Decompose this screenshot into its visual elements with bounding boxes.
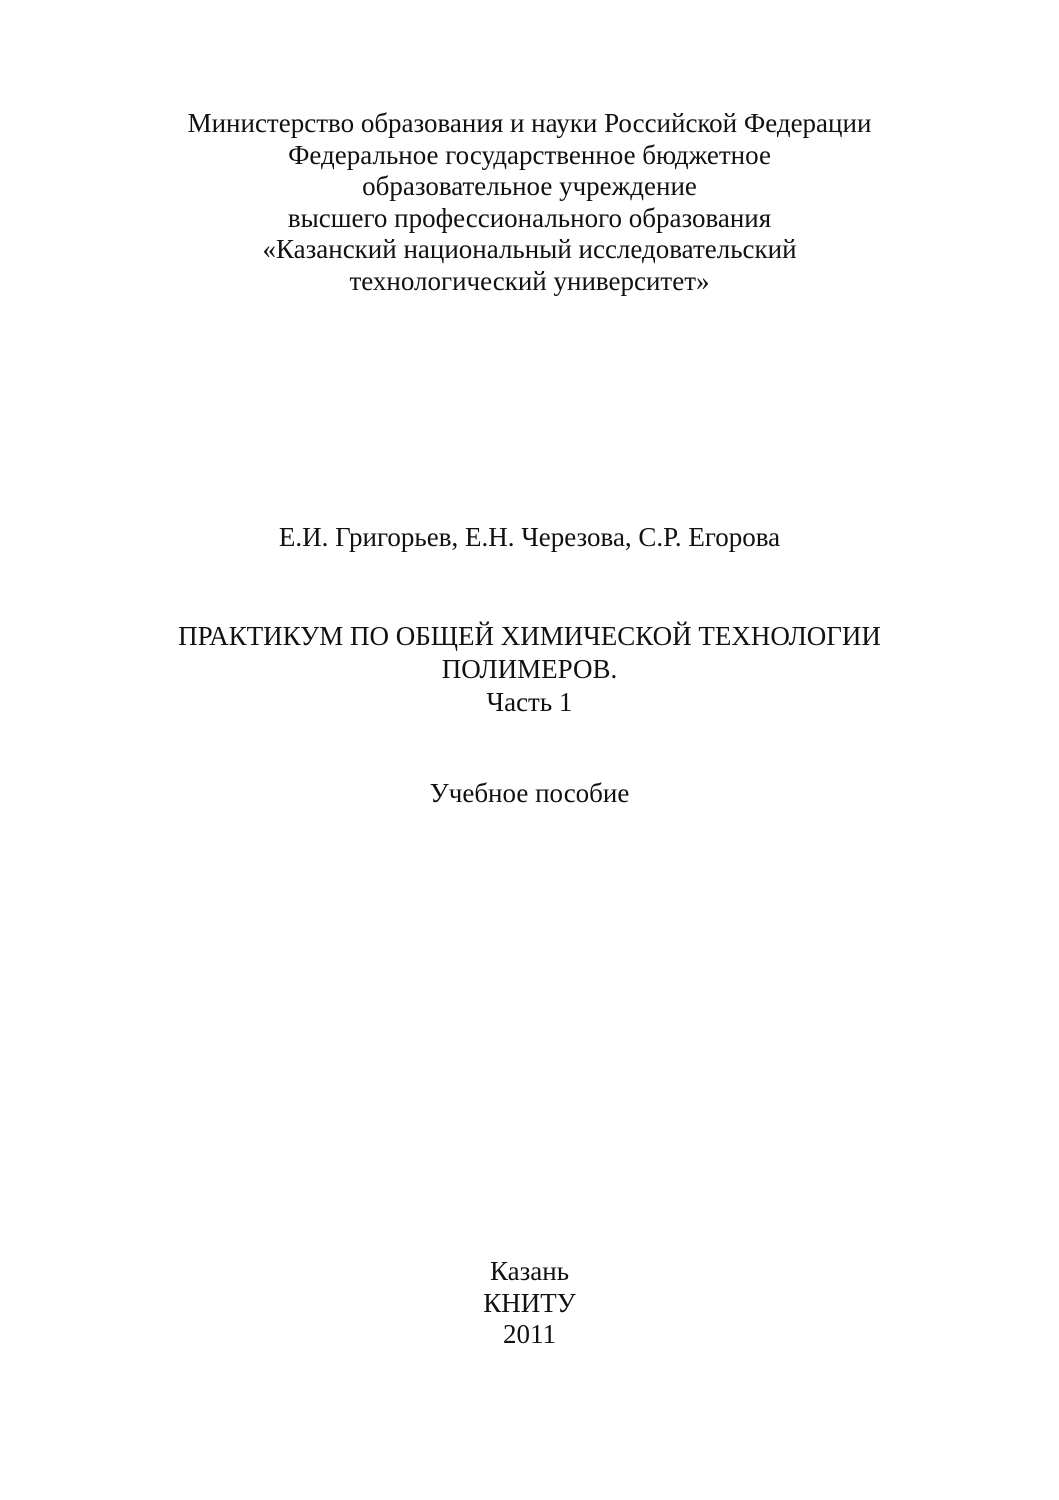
- institution-header: [0, 108, 1059, 297]
- university-name-line: «Казанский национальный исследовательский: [262, 234, 797, 264]
- imprint-publisher: КНИТУ: [483, 1287, 576, 1318]
- university-name-line-2: технологический университет»: [349, 265, 710, 296]
- document-type: [0, 778, 1059, 810]
- imprint-city: Казань: [489, 1256, 570, 1286]
- institution-type-line-2: образовательное учреждение: [362, 171, 697, 201]
- book-title-line-1: ПРАКТИКУМ ПО ОБЩЕЙ ХИМИЧЕСКОЙ ТЕХНОЛОГИИ: [178, 621, 881, 651]
- document-type-label: Учебное пособие: [429, 778, 630, 808]
- book-part: Часть 1: [486, 687, 573, 717]
- ministry-line: Министерство образования и науки Российской Федерации: [187, 108, 872, 138]
- authors: [0, 522, 1059, 554]
- book-title: [0, 620, 1059, 719]
- imprint-year: 2011: [503, 1319, 556, 1349]
- education-level-line: высшего профессионального образования: [287, 202, 772, 233]
- imprint: [0, 1256, 1059, 1351]
- authors-line: Е.И. Григорьев, Е.Н. Черезова, С.Р. Егорова: [278, 522, 781, 552]
- book-title-line-2: ПОЛИМЕРОВ.: [441, 654, 618, 684]
- institution-type-line: Федеральное государственное бюджетное: [288, 139, 771, 170]
